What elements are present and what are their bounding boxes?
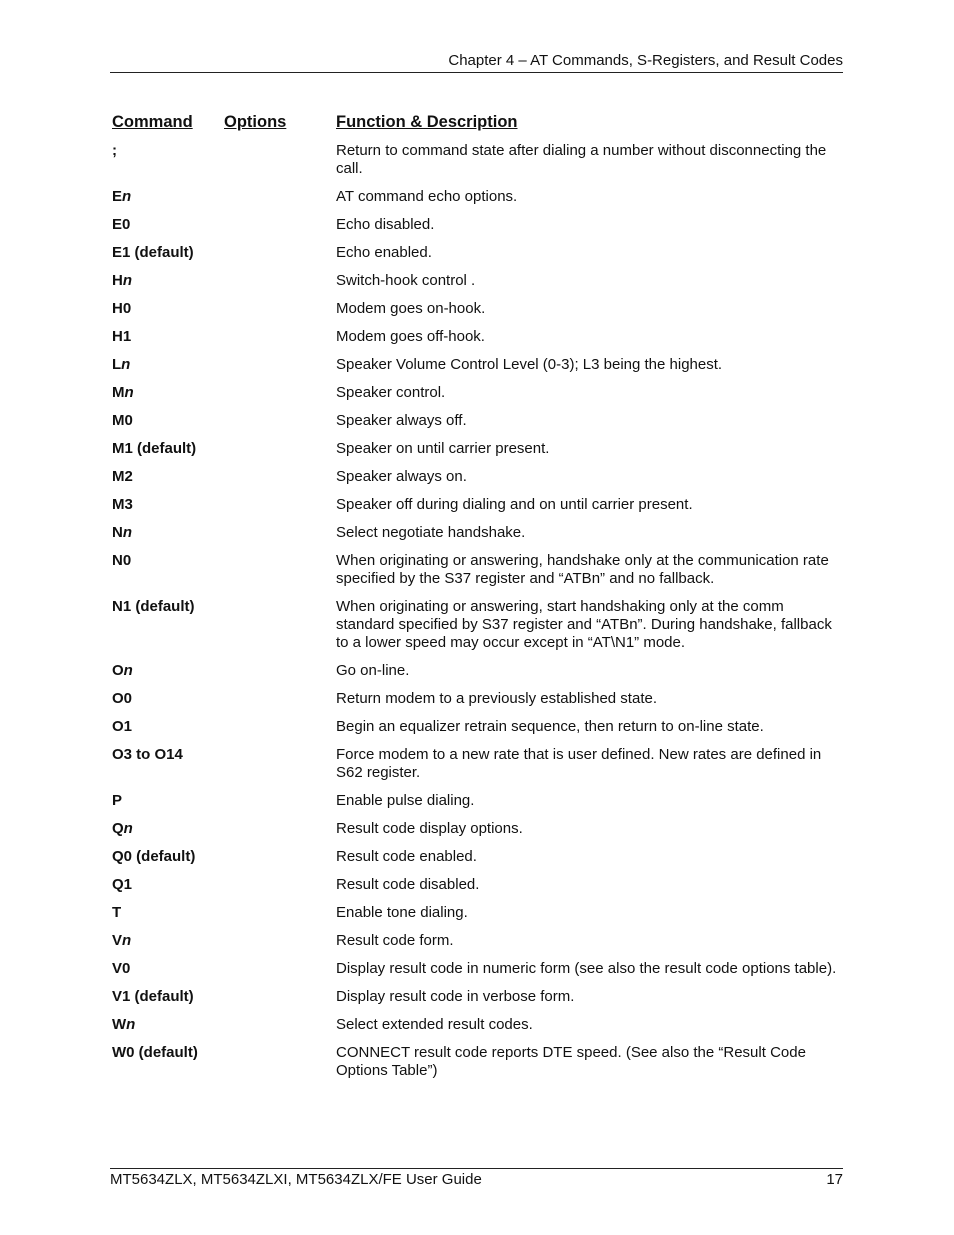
table-row xyxy=(112,356,844,374)
table-row xyxy=(112,216,844,234)
description-cell: Display result code in numeric form (see also the result code options table). xyxy=(336,960,837,977)
command-variable: n xyxy=(124,384,134,401)
table-row xyxy=(112,272,844,290)
description-cell: Speaker Volume Control Level (0-3); L3 being the highest. xyxy=(336,356,723,373)
description-cell: Enable tone dialing. xyxy=(336,904,468,921)
description-cell: Go on-line. xyxy=(336,662,410,679)
table-row xyxy=(112,662,844,680)
description-cell: Enable pulse dialing. xyxy=(336,792,475,809)
command-code: N1 (default) xyxy=(112,598,195,615)
command-code: W0 (default) xyxy=(112,1044,198,1061)
description-cell: Speaker on until carrier present. xyxy=(336,440,550,457)
page-footer xyxy=(110,1168,843,1188)
command-cell xyxy=(112,272,336,290)
description-cell: Return modem to a previously established state. xyxy=(336,690,657,707)
command-code: W xyxy=(112,1016,127,1033)
description-cell: Result code display options. xyxy=(336,820,523,837)
command-cell xyxy=(112,932,336,950)
command-cell xyxy=(112,690,336,708)
command-code: M1 (default) xyxy=(112,440,197,457)
command-code: E xyxy=(112,188,123,205)
description-cell: Echo disabled. xyxy=(336,216,435,233)
command-cell xyxy=(112,440,336,458)
command-code: M0 xyxy=(112,412,133,429)
column-header-function: Function & Description xyxy=(336,113,518,131)
table-row xyxy=(112,690,844,708)
table-row xyxy=(112,412,844,430)
command-code: ; xyxy=(112,142,117,159)
command-cell xyxy=(112,496,336,514)
command-cell xyxy=(112,384,336,402)
command-cell xyxy=(112,988,336,1006)
description-cell: Display result code in verbose form. xyxy=(336,988,575,1005)
table-row xyxy=(112,876,844,894)
command-code: E0 xyxy=(112,216,131,233)
command-variable: n xyxy=(126,1016,136,1033)
table-row xyxy=(112,300,844,318)
table-row xyxy=(112,496,844,514)
table-row xyxy=(112,932,844,950)
command-cell xyxy=(112,904,336,922)
table-row xyxy=(112,188,844,206)
command-code: O xyxy=(112,662,124,679)
description-cell: When originating or answering, handshake only at the communication rate specified by the S37 register and “ATBn” and no fallback. xyxy=(336,552,829,587)
command-code: O1 xyxy=(112,718,133,735)
command-cell xyxy=(112,524,336,542)
command-cell xyxy=(112,300,336,318)
table-row xyxy=(112,142,844,178)
description-cell: AT command echo options. xyxy=(336,188,518,205)
footer-product-title: MT5634ZLX, MT5634ZLXI, MT5634ZLX/FE User Guide xyxy=(110,1171,482,1188)
command-variable: n xyxy=(122,932,132,949)
column-header-command: Command xyxy=(112,113,193,131)
command-cell xyxy=(112,960,336,978)
command-code: M xyxy=(112,384,125,401)
table-row xyxy=(112,1044,844,1080)
command-cell xyxy=(112,328,336,346)
command-cell xyxy=(112,244,336,262)
command-code: T xyxy=(112,904,122,921)
command-code: L xyxy=(112,356,122,373)
description-cell: Speaker always on. xyxy=(336,468,467,485)
table-row xyxy=(112,244,844,262)
command-cell xyxy=(112,792,336,810)
description-cell: Speaker off during dialing and on until carrier present. xyxy=(336,496,693,513)
command-variable: n xyxy=(123,662,133,679)
command-variable: n xyxy=(122,524,133,541)
command-code: V1 (default) xyxy=(112,988,194,1005)
table-row xyxy=(112,524,844,542)
command-code: Q xyxy=(112,820,124,837)
command-cell xyxy=(112,718,336,736)
command-cell xyxy=(112,1016,336,1034)
command-table xyxy=(112,142,844,1090)
page-number: 17 xyxy=(826,1171,843,1188)
table-row xyxy=(112,960,844,978)
description-cell: Return to command state after dialing a number without disconnecting the call. xyxy=(336,142,827,177)
command-variable: n xyxy=(122,272,133,289)
command-cell xyxy=(112,598,336,616)
command-code: O3 to O14 xyxy=(112,746,183,763)
table-row xyxy=(112,598,844,652)
command-code: V xyxy=(112,932,123,949)
command-cell xyxy=(112,820,336,838)
description-cell: Result code form. xyxy=(336,932,454,949)
command-code: Q0 (default) xyxy=(112,848,196,865)
command-code: M3 xyxy=(112,496,133,513)
page-header xyxy=(110,52,843,73)
table-row xyxy=(112,440,844,458)
table-row xyxy=(112,848,844,866)
command-cell xyxy=(112,746,336,764)
command-code: N xyxy=(112,524,123,541)
table-row xyxy=(112,468,844,486)
description-cell: Force modem to a new rate that is user defined. New rates are defined in S62 register. xyxy=(336,746,822,781)
description-cell: When originating or answering, start handshaking only at the comm standard specified by S37 register and “ATBn”. During handshake, fallback to a lower speed may occur except in “AT\N1” mode. xyxy=(336,598,832,651)
description-cell: Modem goes off-hook. xyxy=(336,328,485,345)
table-row xyxy=(112,1016,844,1034)
description-cell: Switch-hook control . xyxy=(336,272,476,289)
description-cell: Speaker control. xyxy=(336,384,446,401)
chapter-title: Chapter 4 – AT Commands, S-Registers, and Result Codes xyxy=(448,52,843,69)
description-cell: Modem goes on-hook. xyxy=(336,300,486,317)
description-cell: CONNECT result code reports DTE speed. (See also the “Result Code Options Table”) xyxy=(336,1044,806,1079)
command-code: H1 xyxy=(112,328,132,345)
command-code: O0 xyxy=(112,690,133,707)
table-row xyxy=(112,988,844,1006)
command-cell xyxy=(112,552,336,570)
description-cell: Speaker always off. xyxy=(336,412,467,429)
description-cell: Select extended result codes. xyxy=(336,1016,533,1033)
description-cell: Result code disabled. xyxy=(336,876,480,893)
table-row xyxy=(112,820,844,838)
description-cell: Echo enabled. xyxy=(336,244,432,261)
command-code: N0 xyxy=(112,552,132,569)
command-code: V0 xyxy=(112,960,131,977)
command-variable: n xyxy=(123,820,133,837)
command-code: H0 xyxy=(112,300,132,317)
command-code: P xyxy=(112,792,123,809)
table-row xyxy=(112,328,844,346)
command-variable: n xyxy=(121,356,131,373)
command-variable: n xyxy=(122,188,132,205)
command-cell xyxy=(112,356,336,374)
description-cell: Result code enabled. xyxy=(336,848,477,865)
command-cell xyxy=(112,662,336,680)
table-row xyxy=(112,792,844,810)
table-row xyxy=(112,384,844,402)
column-header-options: Options xyxy=(224,113,287,131)
command-code: M2 xyxy=(112,468,133,485)
table-row xyxy=(112,552,844,588)
command-cell xyxy=(112,848,336,866)
command-code: H xyxy=(112,272,123,289)
command-cell xyxy=(112,468,336,486)
description-cell: Select negotiate handshake. xyxy=(336,524,526,541)
command-cell xyxy=(112,216,336,234)
command-cell xyxy=(112,188,336,206)
table-row xyxy=(112,904,844,922)
command-cell xyxy=(112,142,336,160)
command-code: Q1 xyxy=(112,876,133,893)
table-row xyxy=(112,718,844,736)
command-code: E1 (default) xyxy=(112,244,194,261)
description-cell: Begin an equalizer retrain sequence, then return to on-line state. xyxy=(336,718,764,735)
command-cell xyxy=(112,1044,336,1062)
command-cell xyxy=(112,876,336,894)
command-cell xyxy=(112,412,336,430)
table-row xyxy=(112,746,844,782)
